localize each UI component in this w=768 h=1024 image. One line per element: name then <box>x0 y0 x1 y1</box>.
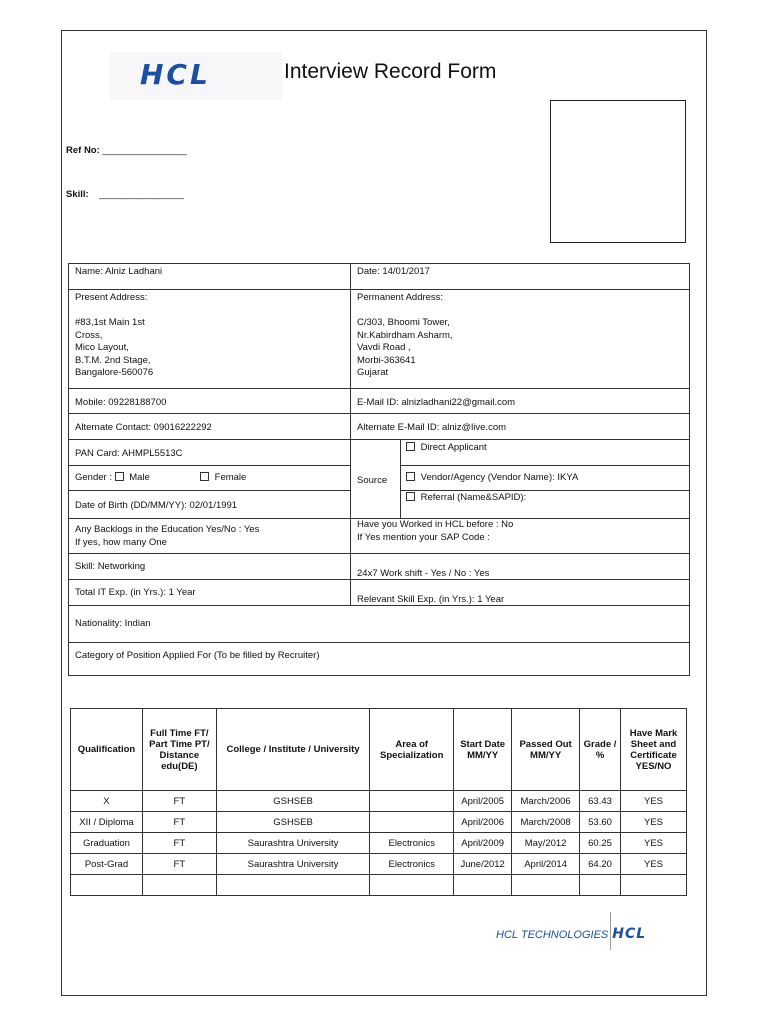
header-college: College / Institute / University <box>216 709 369 791</box>
table-cell: May/2012 <box>512 833 580 854</box>
ref-no-field <box>66 145 187 156</box>
table-cell <box>512 875 580 896</box>
alt-contact-value: Alternate Contact: 09016222292 <box>75 422 212 433</box>
female-label: Female <box>214 472 247 483</box>
skill-blank: ________________ <box>99 189 184 200</box>
referral-label: Referral (Name&SAPID): <box>420 492 527 503</box>
category-value: Category of Position Applied For (To be filled by Recruiter) <box>75 650 320 661</box>
grid-line <box>68 553 690 554</box>
table-cell <box>370 875 454 896</box>
header-passed-out: Passed Out MM/YY <box>512 709 580 791</box>
name-value: Name: Alniz Ladhani <box>75 266 163 277</box>
table-cell: Post-Grad <box>71 854 143 875</box>
table-cell: Saurashtra University <box>216 854 369 875</box>
header-grade: Grade / % <box>580 709 621 791</box>
header-mark-sheet: Have Mark Sheet and Certificate YES/NO <box>621 709 687 791</box>
table-cell <box>454 875 512 896</box>
qualifications-table <box>70 708 687 896</box>
work-shift-value: 24x7 Work shift - Yes / No : Yes <box>357 568 490 579</box>
mobile-value: Mobile: 09228188700 <box>75 397 167 408</box>
table-cell: 63.43 <box>580 791 621 812</box>
table-cell: April/2005 <box>454 791 512 812</box>
direct-applicant-checkbox[interactable] <box>406 442 415 451</box>
table-cell: Electronics <box>370 833 454 854</box>
table-cell: 53.60 <box>580 812 621 833</box>
table-cell: FT <box>142 812 216 833</box>
permanent-address: Permanent Address: C/303, Bhoomi Tower, Nr.Kabirdham Asharm, Vavdi Road , Morbi-363641 Gujarat <box>357 292 453 378</box>
direct-applicant-label: Direct Applicant <box>420 442 487 453</box>
table-cell: April/2014 <box>512 854 580 875</box>
gender-label: Gender : <box>75 472 112 483</box>
table-row <box>71 812 687 833</box>
grid-line <box>689 263 690 675</box>
grid-line <box>400 465 690 466</box>
grid-line <box>68 642 690 643</box>
total-exp-value: Total IT Exp. (in Yrs.): 1 Year <box>75 587 196 598</box>
present-address: Present Address: #83,1st Main 1st Cross, Mico Layout, B.T.M. 2nd Stage, Bangalore-560076 <box>75 292 154 378</box>
table-cell: April/2006 <box>454 812 512 833</box>
table-cell: 60.25 <box>580 833 621 854</box>
date-value: Date: 14/01/2017 <box>357 266 430 277</box>
table-cell: March/2006 <box>512 791 580 812</box>
nationality-value: Nationality: Indian <box>75 618 151 629</box>
table-cell: March/2008 <box>512 812 580 833</box>
gender-field <box>69 470 350 487</box>
table-cell: X <box>71 791 143 812</box>
grid-line <box>68 675 690 676</box>
table-cell: 64.20 <box>580 854 621 875</box>
form-title: Interview Record Form <box>284 60 497 83</box>
table-cell <box>370 791 454 812</box>
header-study-mode: Full Time FT/ Part Time PT/ Distance edu(DE) <box>142 709 216 791</box>
grid-line <box>68 465 350 466</box>
hcl-logo: HCL <box>140 58 211 91</box>
footer-branding <box>496 926 646 942</box>
table-cell: Graduation <box>71 833 143 854</box>
table-cell: YES <box>621 812 687 833</box>
table-cell <box>71 875 143 896</box>
male-label: Male <box>129 472 150 483</box>
dob-value: Date of Birth (DD/MM/YY): 02/01/1991 <box>75 500 238 511</box>
qualifications-header-row <box>71 709 687 791</box>
table-row <box>71 854 687 875</box>
backlogs-value: Any Backlogs in the Education Yes/No : Yes If yes, how many One <box>75 524 260 548</box>
table-row <box>71 791 687 812</box>
vendor-checkbox[interactable] <box>406 472 415 481</box>
table-cell <box>216 875 369 896</box>
referral-checkbox[interactable] <box>406 492 415 501</box>
source-direct-option <box>400 440 689 457</box>
source-referral-option <box>400 490 689 507</box>
male-checkbox[interactable] <box>115 472 124 481</box>
relevant-exp-value: Relevant Skill Exp. (in Yrs.): 1 Year <box>357 594 505 605</box>
table-cell <box>370 812 454 833</box>
footer-hcl-logo: HCL <box>612 926 647 942</box>
table-cell: Saurashtra University <box>216 833 369 854</box>
worked-hcl-value: Have you Worked in HCL before : No If Yes mention your SAP Code : <box>357 519 514 543</box>
table-cell: FT <box>142 791 216 812</box>
table-row <box>71 875 687 896</box>
source-label: Source <box>357 475 388 486</box>
table-cell: GSHSEB <box>216 812 369 833</box>
header-start-date: Start Date MM/YY <box>454 709 512 791</box>
table-cell: YES <box>621 854 687 875</box>
female-checkbox[interactable] <box>200 472 209 481</box>
source-vendor-option <box>400 470 689 487</box>
table-cell <box>580 875 621 896</box>
table-cell <box>142 875 216 896</box>
table-row <box>71 833 687 854</box>
grid-line <box>68 413 690 414</box>
header-specialization: Area of Specialization <box>370 709 454 791</box>
pan-value: PAN Card: AHMPL5513C <box>75 448 183 459</box>
ref-no-blank: ________________ <box>102 145 187 156</box>
skill-label: Skill: <box>66 189 89 200</box>
table-cell: XII / Diploma <box>71 812 143 833</box>
table-cell: June/2012 <box>454 854 512 875</box>
table-cell: Electronics <box>370 854 454 875</box>
table-cell: YES <box>621 791 687 812</box>
email-value: E-Mail ID: alnizladhani22@gmail.com <box>357 397 516 408</box>
footer-company: HCL TECHNOLOGIES <box>496 929 609 941</box>
table-cell: FT <box>142 833 216 854</box>
table-cell: April/2009 <box>454 833 512 854</box>
grid-line <box>68 388 690 389</box>
ref-no-label: Ref No: <box>66 145 100 156</box>
photo-box <box>550 100 686 243</box>
table-cell: YES <box>621 833 687 854</box>
grid-line <box>68 490 350 491</box>
alt-email-value: Alternate E-Mail ID: alniz@live.com <box>357 422 507 433</box>
vendor-label: Vendor/Agency (Vendor Name): IKYA <box>420 472 579 483</box>
table-cell: FT <box>142 854 216 875</box>
skill-value: Skill: Networking <box>75 561 146 572</box>
skill-field <box>66 189 184 200</box>
table-cell <box>621 875 687 896</box>
header-qualification: Qualification <box>71 709 143 791</box>
table-cell: GSHSEB <box>216 791 369 812</box>
